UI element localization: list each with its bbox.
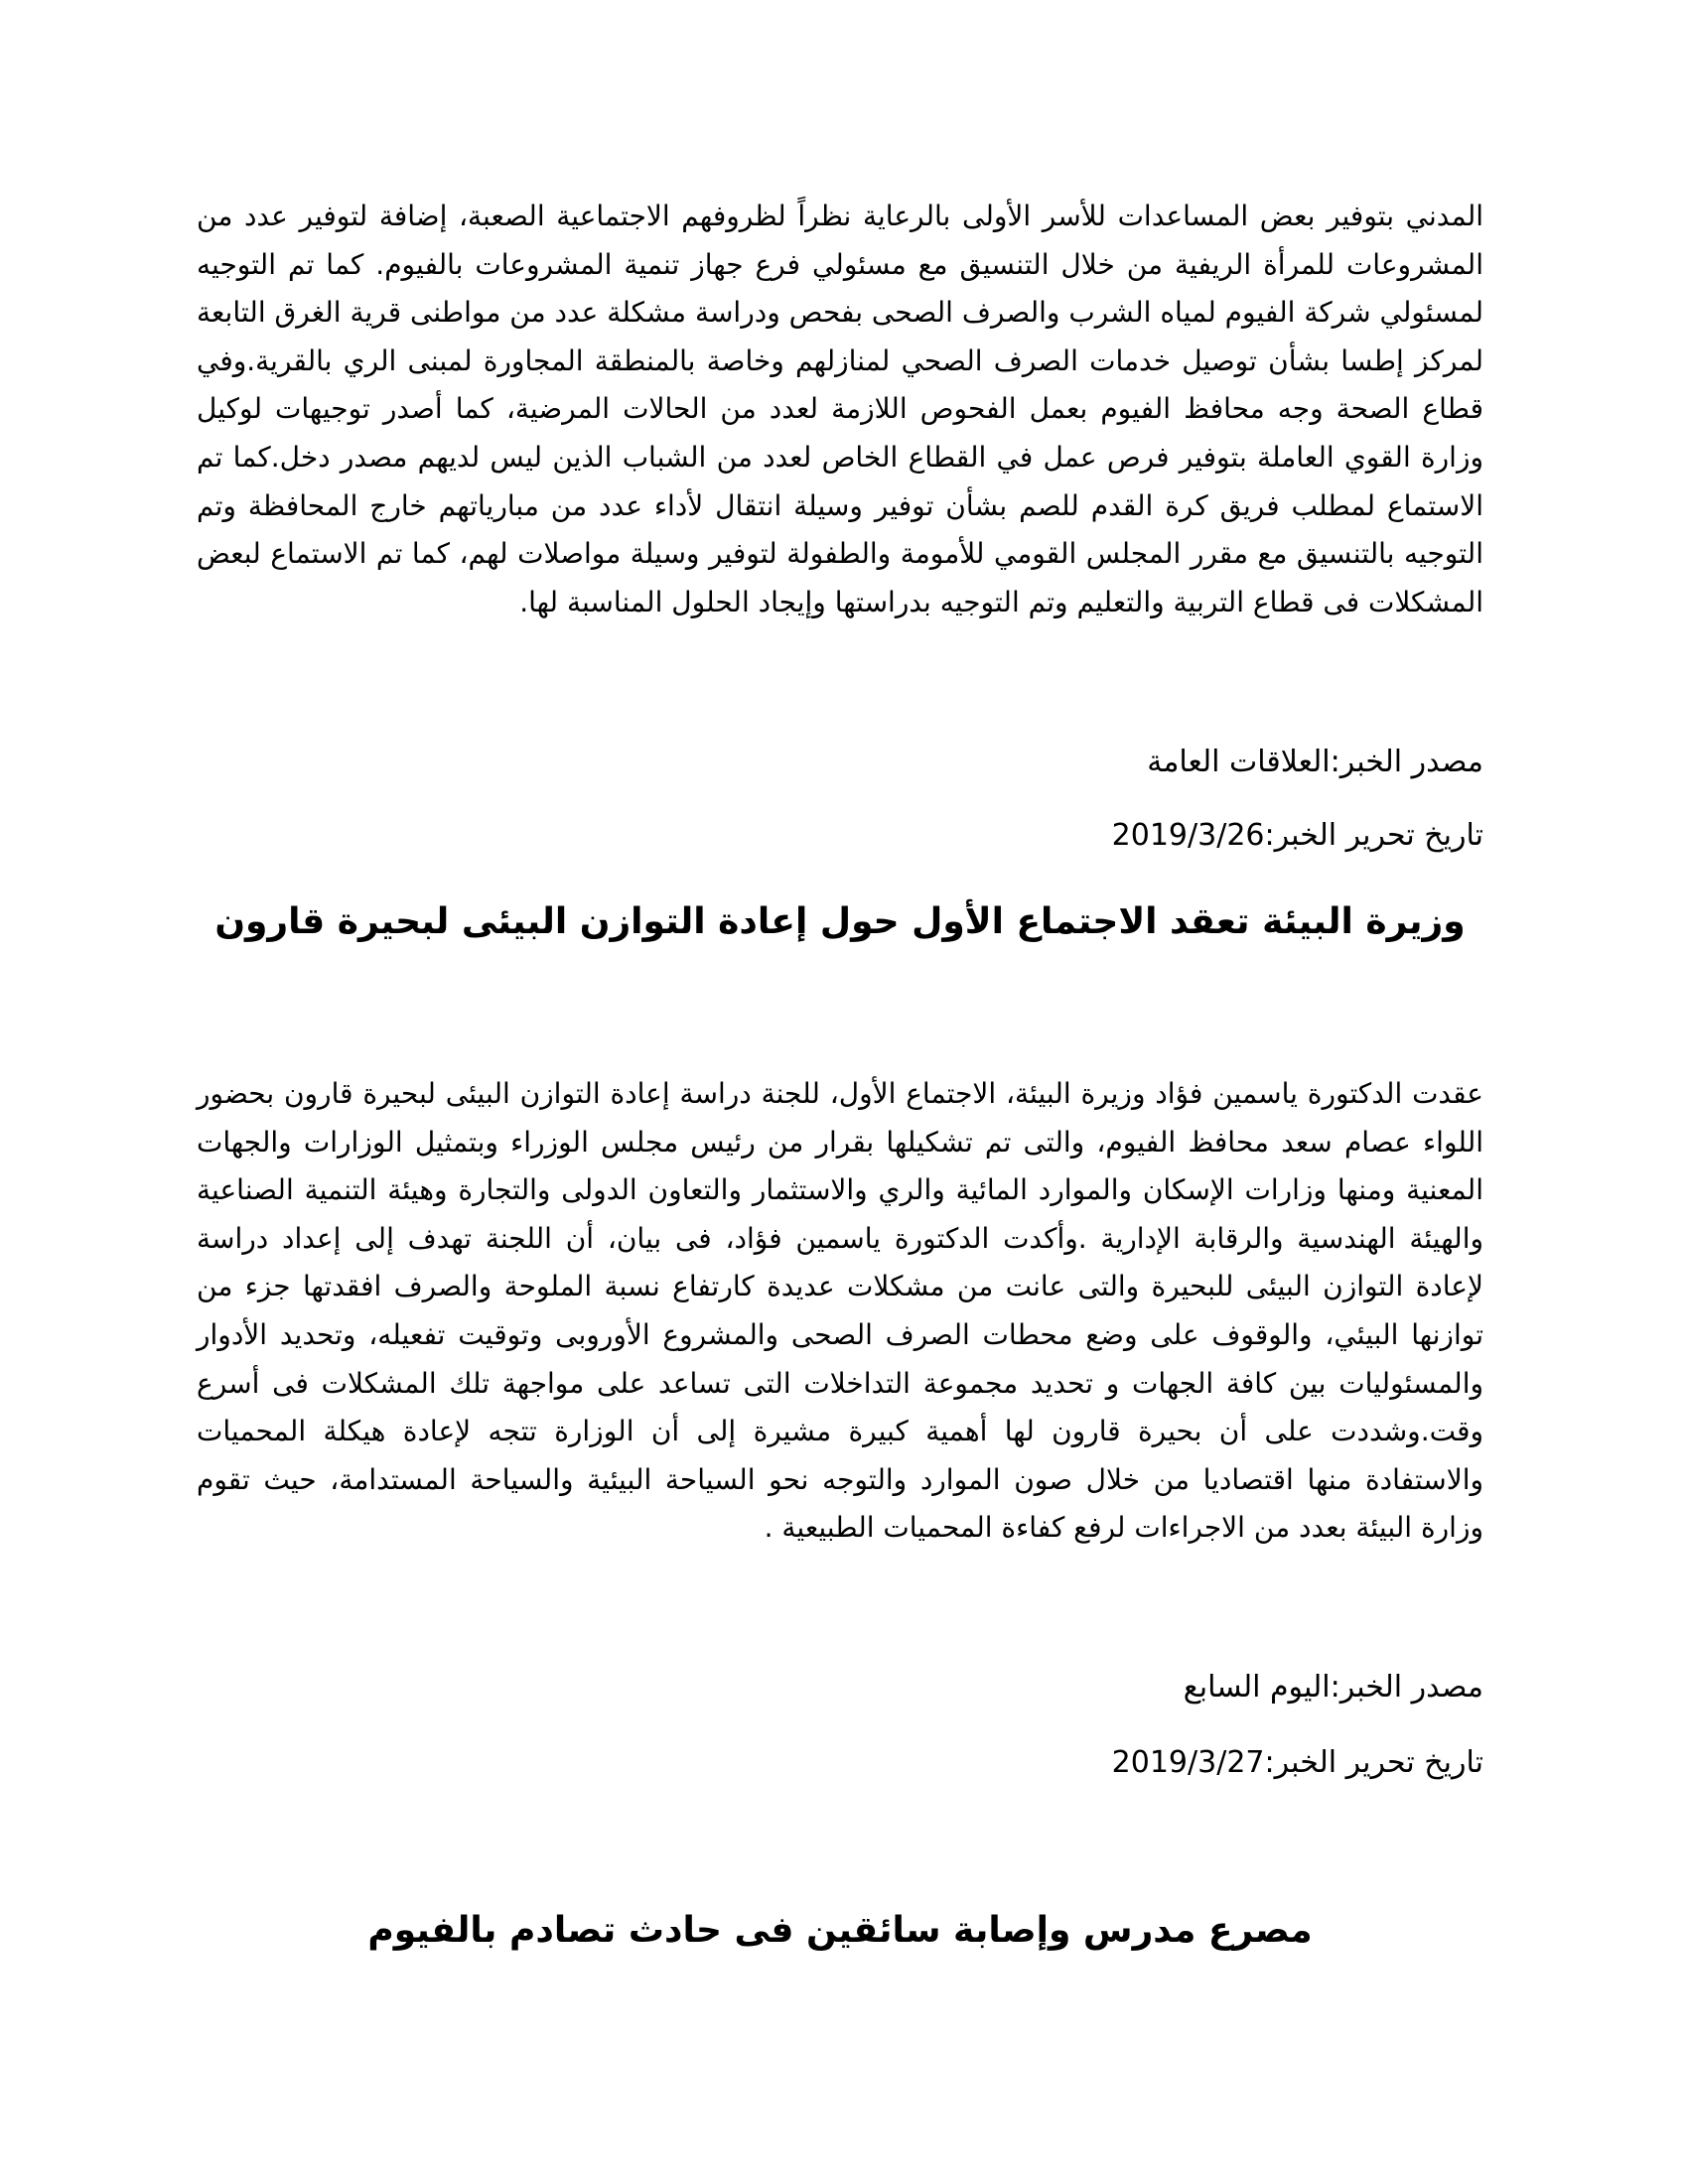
article-2-body: عقدت الدكتورة ياسمين فؤاد وزيرة البيئة، الاجتماع الأول، للجنة دراسة إعادة التوازن البيئى لبحيرة قارون بحضور اللواء عصام سعد محافظ الفيوم، والتى تم تشكيلها بقرار من رئيس مجلس الوزراء وبتمثيل الوزارات والجهات المعنية ومنها وزارات الإسكان والموارد المائية والري والاستثمار والتعاون الدولى والتجارة وهيئة التنمية الصناعية والهيئة الهندسية والرقابة الإدارية .وأكدت الدكتورة ياسمين فؤاد، فى بيان، أن اللجنة تهدف إلى إعداد دراسة لإعادة التوازن البيئى للبحيرة والتى عانت من مشكلات عديدة كارتفاع نسبة الملوحة والصرف افقدتها جزء من توازنها البيئي، والوقوف على وضع محطات الصرف الصحى والمشروع الأوروبى وتوقيت تفعيله، وتحديد الأدوار والمسئوليات بين كافة الجهات و تحديد مجموعة التداخلات التى تساعد على مواجهة تلك المشكلات فى أسرع وقت.وشددت على أن بحيرة قارون لها أهمية كبيرة مشيرة إلى أن الوزارة تتجه لإعادة هيكلة المحميات والاستفادة منها اقتصاديا من خلال صون الموارد والتوجه نحو السياحة البيئية والسياحة المستدامة، حيث تقوم وزارة البيئة بعدد من الاجراءات لرفع كفاءة المحميات الطبيعية . — [197, 1077, 1483, 1545]
article-2-date: تاريخ تحرير الخبر:2019/3/27 — [1111, 1745, 1483, 1780]
article-2-source: مصدر الخبر:اليوم السابع — [1183, 1670, 1483, 1705]
article-1-source: مصدر الخبر:العلاقات العامة — [1147, 745, 1483, 779]
article-1-body: المدني بتوفير بعض المساعدات للأسر الأولى بالرعاية نظراً لظروفهم الاجتماعية الصعبة، إضافة لتوفير عدد من المشروعات للمرأة الريفية من خلال التنسيق مع مسئولي فرع جهاز تنمية المشروعات بالفيوم. كما تم التوجيه لمسئولي شركة الفيوم لمياه الشرب والصرف الصحى بفحص ودراسة مشكلة عدد من مواطنى قرية الغرق التابعة لمركز إطسا بشأن توصيل خدمات الصرف الصحي لمنازلهم وخاصة بالمنطقة المجاورة لمبنى الري بالقرية.وفي قطاع الصحة وجه محافظ الفيوم بعمل الفحوص اللازمة لعدد من الحالات المرضية، كما أصدر توجيهات لوكيل وزارة القوي العاملة بتوفير فرص عمل في القطاع الخاص لعدد من الشباب الذين ليس لديهم مصدر دخل.كما تم الاستماع لمطلب فريق كرة القدم للصم بشأن توفير وسيلة انتقال لأداء عدد من مبارياتهم خارج المحافظة وتم التوجيه بالتنسيق مع مقرر المجلس القومي للأمومة والطفولة لتوفير وسيلة مواصلات لهم، كما تم الاستماع لبعض المشكلات فى قطاع التربية والتعليم وتم التوجيه بدراستها وإيجاد الحلول المناسبة لها. — [197, 200, 1483, 618]
article-1-date: تاريخ تحرير الخبر:2019/3/26 — [1111, 818, 1483, 853]
article-3-headline: مصرع مدرس وإصابة سائقين فى حادث تصادم بالفيوم — [367, 1910, 1313, 1951]
article-2-headline: وزيرة البيئة تعقد الاجتماع الأول حول إعادة التوازن البيئى لبحيرة قارون — [214, 901, 1466, 942]
